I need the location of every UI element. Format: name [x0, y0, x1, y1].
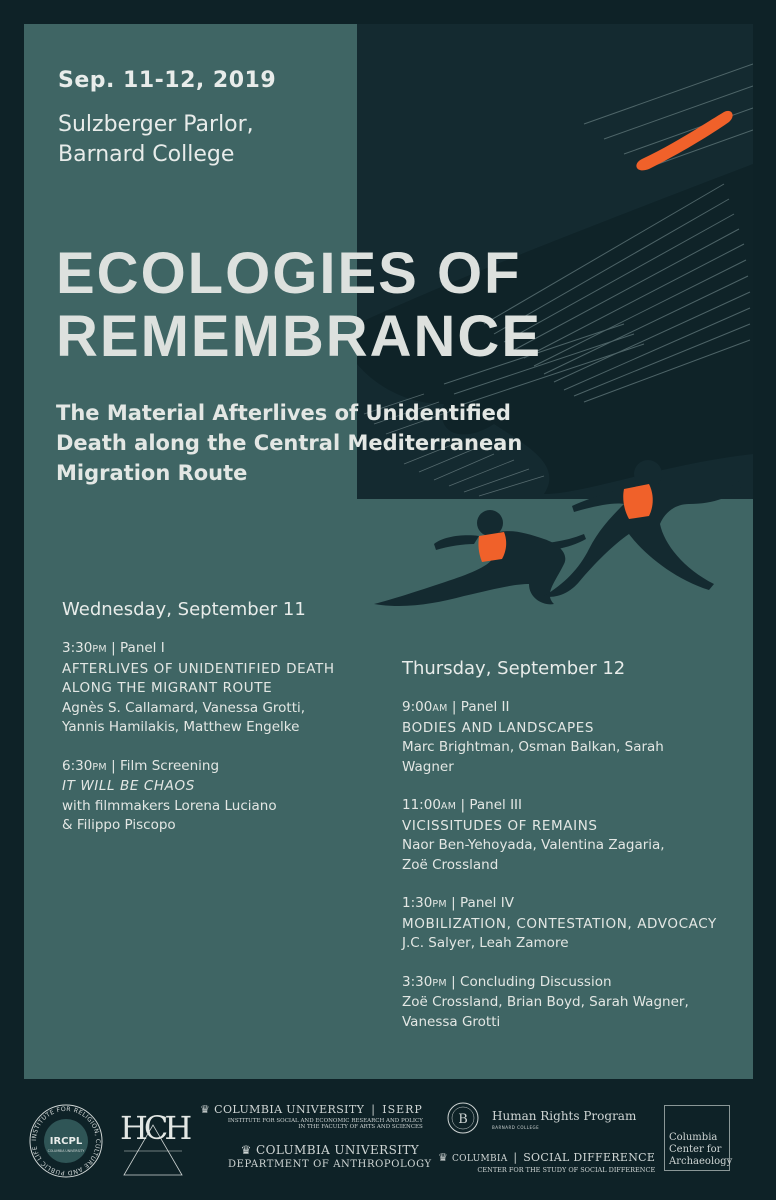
crown-icon: ♛: [240, 1143, 252, 1157]
orange-life-vest: [623, 484, 653, 519]
social-difference-logo: ♛ COLUMBIA | SOCIAL DIFFERENCE CENTER FOR THE STUDY OF SOCIAL DIFFERENCE: [438, 1151, 656, 1174]
film-title: IT WILL BE CHAOS: [62, 778, 195, 794]
svg-text:COLUMBIA UNIVERSITY: COLUMBIA UNIVERSITY: [47, 1149, 85, 1153]
ircpl-logo: [28, 1103, 104, 1179]
session: [402, 973, 717, 1033]
session: [402, 698, 717, 777]
session-title: BODIES AND LANDSCAPES: [402, 719, 595, 736]
session: [62, 639, 335, 738]
session: [402, 894, 717, 954]
sponsor-footer: INSTITUTE FOR RELIGION, CULTURE AND PUBLIC LIFE IRCPL COLUMBIA UNIVERSITY HCH ♛ COLUMBIA UNIVERSITY | ISERP INSTITUTE FOR SOCIAL AND ECONOMIC RESEARCH AND POLICY IN THE FACULTY OF ARTS AND SCIENCES ♛ COLUMBIA UNIVERSITY DEPARTMENT OF ANTHROPOLOGY B Human Rights Program BARNARD COLLEGE ♛ COLUMBIA | SOCIAL DIFFERENCE CENTER FOR THE STUDY OF SOCIAL DIFFERENCE Columbia Center for Archaeology: [0, 1079, 776, 1200]
session-speakers: with filmmakers Lorena Luciano: [62, 797, 277, 814]
event-title: [56, 242, 542, 368]
venue-line: Barnard College: [58, 142, 235, 167]
session-speakers: Zoë Crossland: [402, 856, 499, 873]
title-line: ECOLOGIES OF: [56, 241, 522, 306]
session-speakers: Marc Brightman, Osman Balkan, Sarah: [402, 739, 664, 755]
session-title: ALONG THE MIGRANT ROUTE: [62, 680, 273, 696]
session-time: 11:00AM | Panel III: [402, 797, 523, 813]
svg-text:IRCPL: IRCPL: [49, 1136, 83, 1147]
orange-floating-object: [636, 111, 732, 170]
session-time: 6:30PM | Film Screening: [62, 757, 220, 774]
subtitle-line: Migration Route: [56, 461, 248, 485]
session-speakers: & Filippo Piscopo: [62, 817, 176, 833]
event-subtitle: [56, 398, 522, 488]
thursday-heading: Thursday, September 12: [402, 658, 626, 679]
crown-icon: ♛: [200, 1103, 211, 1116]
orange-life-vest: [478, 532, 506, 562]
session-time: 3:30PM | Panel I: [62, 640, 165, 656]
session: [402, 796, 717, 875]
session-speakers: Yannis Hamilakis, Matthew Engelke: [62, 719, 300, 735]
session-speakers: Vanessa Grotti: [402, 1013, 501, 1030]
hch-logo: HCH: [120, 1105, 186, 1177]
session-time: 1:30PM | Panel IV: [402, 895, 514, 911]
session-speakers: Agnès S. Callamard, Vanessa Grotti,: [62, 699, 306, 716]
session-speakers: Zoë Crossland, Brian Boyd, Sarah Wagner,: [402, 994, 689, 1010]
session-speakers: Naor Ben-Yehoyada, Valentina Zagaria,: [402, 837, 665, 853]
session-title: AFTERLIVES OF UNIDENTIFIED DEATH: [62, 660, 335, 677]
iserp-logo: ♛ COLUMBIA UNIVERSITY | ISERP INSTITUTE FOR SOCIAL AND ECONOMIC RESEARCH AND POLICY IN THE FACULTY OF ARTS AND SCIENCES: [200, 1103, 423, 1130]
venue-line: Sulzberger Parlor,: [58, 112, 254, 137]
title-line: REMEMBRANCE: [56, 304, 542, 369]
session: [62, 757, 335, 836]
thursday-schedule: [402, 698, 717, 1051]
wednesday-schedule: [62, 639, 335, 855]
session-title: VICISSITUDES OF REMAINS: [402, 817, 598, 834]
subtitle-line: Death along the Central Mediterranean: [56, 431, 523, 455]
event-venue: [58, 110, 254, 170]
barnard-seal-icon: [446, 1101, 480, 1135]
event-date: Sep. 11-12, 2019: [58, 68, 277, 93]
session-speakers: J.C. Salyer, Leah Zamore: [402, 935, 569, 951]
archaeology-center-logo: Columbia Center for Archaeology: [664, 1105, 730, 1171]
anthropology-logo: ♛ COLUMBIA UNIVERSITY DEPARTMENT OF ANTHROPOLOGY: [228, 1143, 432, 1170]
session-title: MOBILIZATION, CONTESTATION, ADVOCACY: [402, 915, 717, 932]
poster-panel: [24, 24, 753, 1079]
session-speakers: Wagner: [402, 758, 454, 775]
svg-text:B: B: [458, 1112, 468, 1127]
session-time: 9:00AM | Panel II: [402, 699, 510, 715]
svg-text:INSTITUTE FOR RELIGION, CULTUR: INSTITUTE FOR RELIGION, CULTURE AND PUBLIC LIFE: [30, 1105, 102, 1177]
subtitle-line: The Material Afterlives of Unidentified: [56, 401, 511, 425]
session-time: 3:30PM | Concluding Discussion: [402, 973, 612, 990]
crown-icon: ♛: [438, 1151, 449, 1164]
wednesday-heading: Wednesday, September 11: [62, 599, 306, 620]
